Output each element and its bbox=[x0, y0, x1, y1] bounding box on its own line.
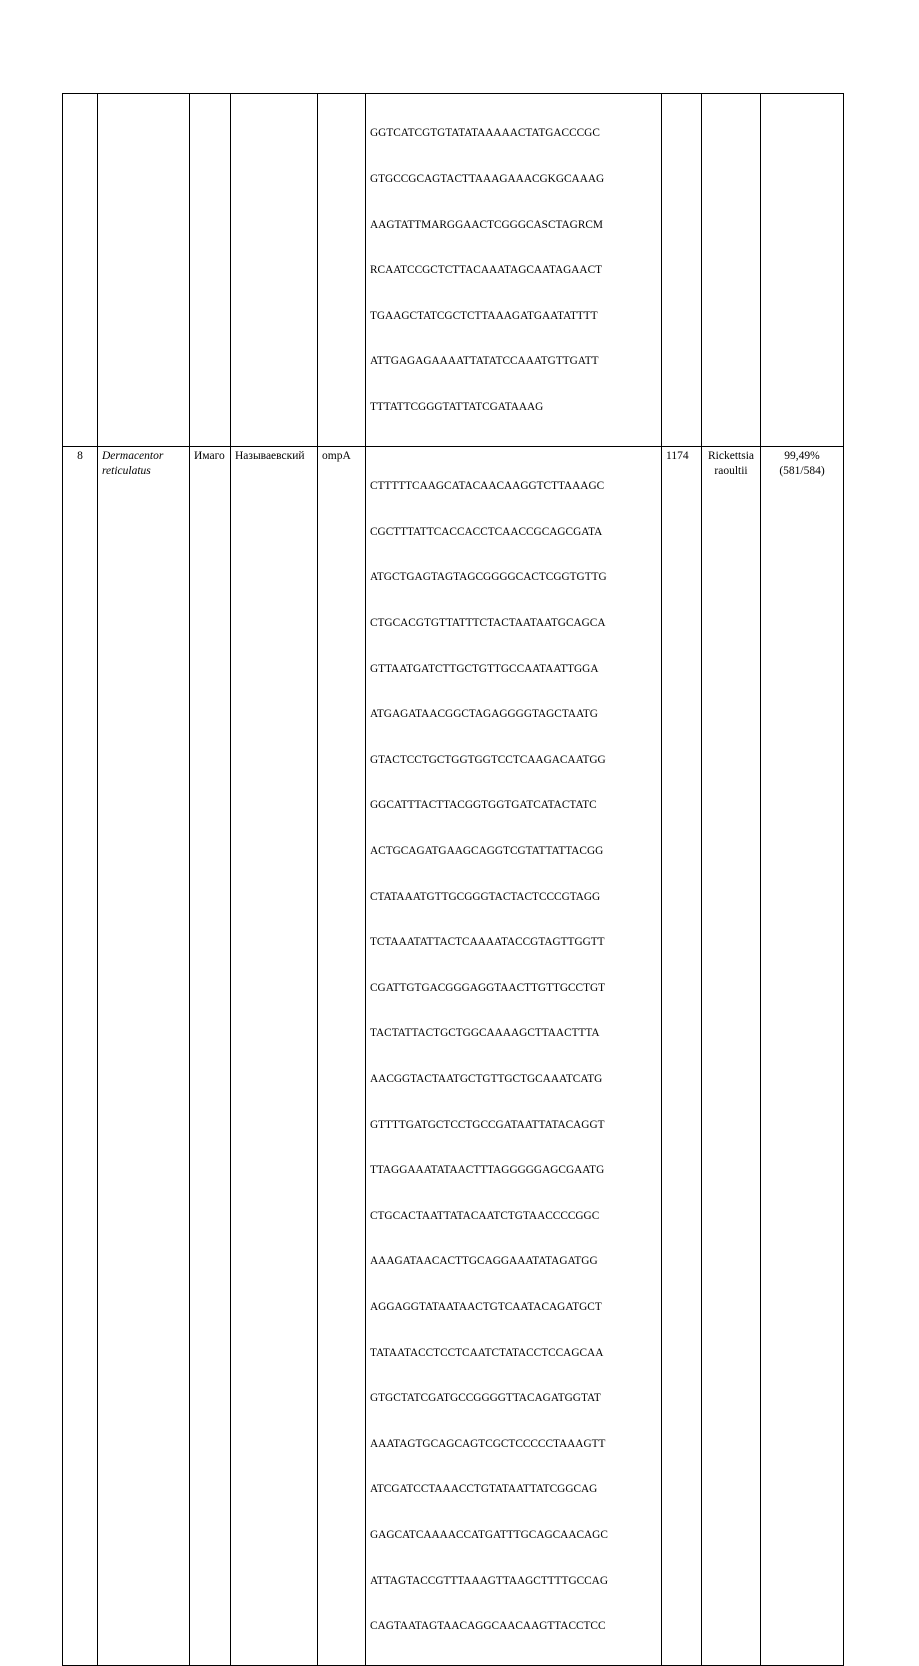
identity-cell: 99,49% (581/584) bbox=[761, 446, 844, 1665]
length-cell: 1174 bbox=[662, 446, 702, 1665]
location-cell bbox=[231, 94, 318, 447]
gene-cell: ompA bbox=[318, 446, 366, 1665]
organism-cell: Dermacentor reticulatus bbox=[98, 446, 190, 1665]
sequence-line: GTACTCCTGCTGGTGGTCCTCAAGACAATGG bbox=[370, 753, 606, 766]
sequence-line: CTTTTTCAAGCATACAACAAGGTCTTAAAGC bbox=[370, 480, 605, 493]
gene-cell bbox=[318, 94, 366, 447]
sequence-table bbox=[62, 93, 844, 1666]
location-text: Называевский bbox=[235, 449, 305, 462]
sequence-cell bbox=[366, 94, 662, 447]
sequence-line: GTGCTATCGATGCCGGGGTTACAGATGGTAT bbox=[370, 1392, 601, 1405]
sequence-line: GGCATTTACTTACGGTGGTGATCATACTATC bbox=[370, 799, 597, 812]
sequence-line: TTAGGAAATATAACTTTAGGGGGAGCGAATG bbox=[370, 1164, 605, 1177]
sequence-line: AGGAGGTATAATAACTGTCAATACAGATGCT bbox=[370, 1301, 602, 1314]
sequence-line: GTTAATGATCTTGCTGTTGCCAATAATTGGA bbox=[370, 662, 599, 675]
sequence-line: TGAAGCTATCGCTCTTAAAGATGAATATTTT bbox=[370, 309, 598, 322]
table-body bbox=[63, 94, 844, 1666]
blast-hit-cell bbox=[702, 94, 761, 447]
sequence-cell bbox=[366, 446, 662, 1665]
sequence-line: CGATTGTGACGGGAGGTAACTTGTTGCCTGT bbox=[370, 981, 606, 994]
stage-cell: Имаго bbox=[190, 446, 231, 1665]
identity-cell bbox=[761, 94, 844, 447]
stage-cell bbox=[190, 94, 231, 447]
sequence-line: GTTTTGATGCTCCTGCCGATAATTATACAGGT bbox=[370, 1118, 605, 1131]
sequence-line: AACGGTACTAATGCTGTTGCTGCAAATCATG bbox=[370, 1073, 603, 1085]
blast-hit-cell: Rickettsia raoultii bbox=[702, 446, 761, 1665]
organism-cell bbox=[98, 94, 190, 447]
length-cell bbox=[662, 94, 702, 447]
row-number-cell: 8 bbox=[63, 446, 98, 1665]
sequence-line: AAGTATTMARGGAACTCGGGCASCTAGRCM bbox=[370, 218, 603, 231]
sequence-line: AAAGATAACACTTGCAGGAAATATAGATGG bbox=[370, 1255, 598, 1268]
sequence-line: CGCTTTATTCACCACCTCAACCGCAGCGATA bbox=[370, 525, 603, 538]
sequence-line: TACTATTACTGCTGGCAAAAGCTTAACTTTA bbox=[370, 1027, 600, 1040]
sequence-line: CTGCACTAATTATACAATCTGTAACCCCGGC bbox=[370, 1209, 600, 1222]
location-cell bbox=[231, 446, 318, 1665]
sequence-line: CAGTAATAGTAACAGGCAACAAGTTACCTCC bbox=[370, 1620, 606, 1633]
sequence-line: GTGCCGCAGTACTTAAAGAAACGKGCAAAG bbox=[370, 173, 605, 186]
sequence-line: AAATAGTGCAGCAGTCGCTCCCCCTAAAGTT bbox=[370, 1437, 606, 1450]
sequence-line: RCAATCCGCTCTTACAAATAGCAATAGAACT bbox=[370, 264, 603, 277]
sequence-line: CTATAAATGTTGCGGGTACTACTCCCGTAGG bbox=[370, 890, 601, 903]
sequence-line: ATTGAGAGAAAATTATATCCAAATGTTGATT bbox=[370, 355, 599, 368]
sequence-line: GGTCATCGTGTATATAAAAACTATGACCCGC bbox=[370, 127, 600, 140]
sequence-line: TATAATACCTCCTCAATCTATACCTCCAGCAA bbox=[370, 1346, 604, 1359]
sequence-line: ATGAGATAACGGCTAGAGGGGTAGCTAATG bbox=[370, 708, 598, 721]
sequence-line: ACTGCAGATGAAGCAGGTCGTATTATTACGG bbox=[370, 844, 604, 857]
table-row bbox=[63, 94, 844, 447]
sequence-line: CTGCACGTGTTATTTCTACTAATAATGCAGCA bbox=[370, 616, 606, 629]
sequence-line: ATTAGTACCGTTTAAAGTTAAGCTTTTGCCAG bbox=[370, 1574, 608, 1587]
row-number-cell bbox=[63, 94, 98, 447]
sequence-line: TTTATTCGGGTATTATCGATAAAG bbox=[370, 401, 544, 414]
table-row bbox=[63, 446, 844, 1665]
sequence-line: GAGCATCAAAACCATGATTTGCAGCAACAGC bbox=[370, 1529, 608, 1542]
sequence-line: ATGCTGAGTAGTAGCGGGGCACTCGGTGTTG bbox=[370, 571, 607, 584]
sequence-line: ATCGATCCTAAACCTGTATAATTATCGGCAG bbox=[370, 1483, 598, 1496]
sequence-line: TCTAAATATTACTCAAAATACCGTAGTTGGTT bbox=[370, 936, 605, 949]
